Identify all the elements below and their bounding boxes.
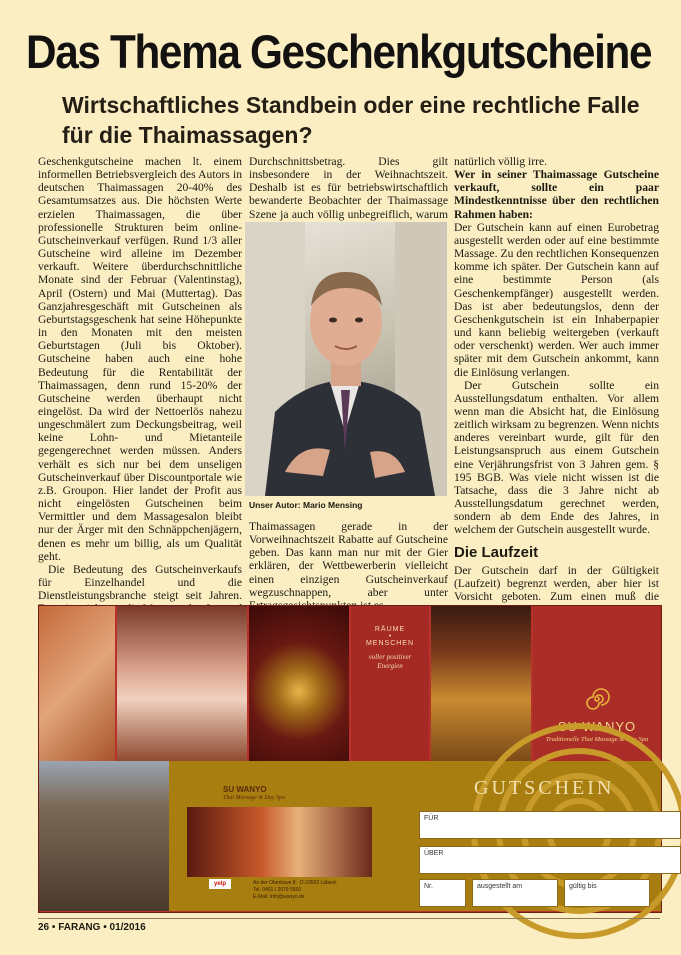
- buddha-statue-photo: [249, 606, 349, 761]
- paragraph: Durchschnittsbetrag. Dies gilt insbesondere in der Weihnachtszeit. Deshalb ist es für betriebswirtschaftlich bewanderte Beobachter der Thaimassage Szene ja auch völlig unbegreiflich, warum: [249, 155, 448, 221]
- address-line-3: E-Mail: info@wanyo.de: [253, 894, 305, 900]
- issue-date-label: ausgestellt am: [477, 883, 523, 890]
- voucher-title: GUTSCHEIN: [474, 777, 615, 799]
- slogan-panel: [351, 606, 429, 761]
- massage-photo-hands: [39, 606, 115, 761]
- page-number: 26: [38, 922, 50, 933]
- address-line-1: An der Obertrave 8 · D-23552 Lübeck: [253, 880, 337, 886]
- paragraph: Der Gutschein darf in der Gültigkeit (Laufzeit) begrenzt werden, aber hier ist Vorsicht geboten. Zum einen muß die: [454, 563, 659, 603]
- amount-label: ÜBER: [424, 850, 444, 857]
- paragraph: Der Gutschein kann auf einen Eurobetrag ausgestellt werden oder auf eine bestimmte Massage. Zu den rechtlichen Konsequenzen komme ich später. Der Gutschein kann auf eine bestimmte Person (als Geschenkempfänger) ausgestellt werden. Das ist aber bedeutungslos, denn der Geschenkgutschein ist ein Inhaberpapier und kann beliebig weitergeben (verkauft oder verschenkt) werden. Wer auch immer später mit dem Gutschein ankommt, kann die Einlösung verlangen.: [454, 220, 659, 379]
- recipient-label: FÜR: [424, 815, 439, 822]
- spa-interior-photo: [187, 807, 372, 877]
- number-label: Nr.: [424, 883, 433, 890]
- article-column-1: [38, 155, 242, 603]
- address-line-2: Tel. 0451 / 2079 5550: [253, 887, 302, 893]
- spiral-logo-icon: [582, 684, 612, 714]
- footer-bullet: •: [103, 922, 107, 933]
- thai-dancer-photo: [431, 606, 531, 761]
- su-wanyo-advertisement: [38, 605, 662, 913]
- slogan-dot: •: [388, 633, 392, 640]
- valid-until-label: gültig bis: [569, 883, 597, 890]
- voucher-card: [169, 761, 661, 911]
- author-photo: [245, 222, 447, 496]
- article-column-2-bottom: [249, 520, 448, 600]
- yelp-label: yelp: [213, 881, 226, 887]
- footer-bullet: •: [51, 922, 56, 933]
- slogan-title: RÄUME: [374, 626, 406, 633]
- paragraph: Die Bedeutung des Gutscheinverkaufs für Einzelhandel und die Dienstleistungsbranche steigt seit Jahren.: [38, 562, 242, 603]
- recipient-field[interactable]: [419, 811, 681, 839]
- brand-panel: [533, 606, 661, 761]
- paragraph: Thaimassagen gerade in der Vorweihnachtszeit Rabatte auf Gutscheine geben. Das kann man nur mit der Gier erklären, der Wettbewerberin vielleicht einen einzigen Gutscheinverkauf wegzuschnappen, aber unter: [249, 520, 448, 599]
- voucher-brand-sub: Thai Massage & Day Spa: [223, 795, 285, 801]
- brand-name: SU WANYO: [557, 719, 637, 734]
- page-footer: [38, 922, 146, 933]
- amount-field[interactable]: [419, 846, 681, 874]
- page-title: Das Thema Geschenkgutscheine: [26, 25, 652, 78]
- voucher-brand: SU WANYO: [223, 785, 267, 794]
- footer-rule: [38, 918, 660, 919]
- article-column-3: [454, 155, 659, 603]
- brand-tagline: Traditionelle Thai Massage & Day Spa: [545, 736, 649, 743]
- issue-number: 01/2016: [109, 922, 146, 933]
- article-column-2-top: [249, 155, 448, 220]
- section-heading: Die Laufzeit: [454, 543, 539, 561]
- number-field[interactable]: [419, 879, 466, 907]
- paragraph: Der Gutschein sollte ein Ausstellungsdatum enthalten. Vor allem wenn man die Absicht hat, die Einlösung zeitlich wirksam zu begrenzen. Wenn nichts anderes vereinbart wurde, gilt für den Leistungsanspruch aus einem Gutschein eine Verjährungsfrist von 3 Jahren gem. § 195 BGB. Was viele nicht wissen ist die Tatsache, dass die 3 Jahre nicht ab Ausstellungsdatum gerechnet werden, sondern ab dem Ende des Jahres, in welchem der Gutschein ausgestellt wurde.: [454, 378, 659, 537]
- photo-caption: Unser Autor: Mario Mensing: [249, 500, 363, 510]
- issue-date-field[interactable]: [472, 879, 558, 907]
- page-subtitle: Wirtschaftliches Standbein oder eine rechtliche Falle für die Thaimassagen?: [62, 92, 640, 148]
- slogan-subtitle: MENSCHEN: [365, 640, 415, 647]
- paragraph: natürlich völlig irre.: [454, 155, 548, 168]
- slogan-script: voller positiver Energien: [368, 653, 412, 670]
- author-portrait-illustration: [245, 222, 447, 496]
- magazine-name: FARANG: [58, 922, 101, 933]
- valid-until-field[interactable]: [564, 879, 650, 907]
- massage-photo-collage: [117, 606, 247, 761]
- paragraph: Geschenkgutscheine machen lt. einem informellen Betriebsvergleich des Autors in deutschen Thaimassagen 20-40% des Gesamtumsatzes aus. Die höchsten Werte erzielen Thaimassagen, die über professionelle Strukturen beim online-Gutscheinverkauf verfügen. Rund 1/3 aller Gutscheine wird alleine im Dezember verkauft. Weitere überdurchschnittliche Monate sind der Februar (Valentinstag), April (Ostern) und Mai (Muttertag). Das Ganzjahresgeschäft mit Gutscheinen als Geburtstagsgeschenk hat seine Höhepunkte in den Monaten mit den meisten Geburtstagen (Juli bis Oktober). Gutscheine haben auch eine hohe Bedeutung für die Rentabilität der Thaimassagen, denn rund 15-20% der Gutscheine werden überhaupt nicht eingelöst. Da wird der Nettoerlös nahezu ungeschmälert zum Deckungsbeitrag, weil keine Lohn- und Mietanteile gegengerechnet werden müssen. Anders verhält es sich nur bei dem unseligen Gutscheinverkauf über Discountportale wie z.B. Groupon. Hier landet der Profit aus nicht eingelösten Gutscheinen beim Vermittler und dem Massagesalon bleibt nur der Ärger mit den Schnäppchenjägern, denen es mehr um billig, als um Qualität geht.: [38, 155, 242, 563]
- lead-paragraph: Wer in seiner Thaimassage Gutscheine verkauft, sollte ein paar Mindestkenntnisse über den rechtlichen Rahmen haben:: [454, 168, 659, 221]
- lubeck-gable-house-photo: [39, 761, 169, 911]
- yelp-badge: [209, 879, 231, 889]
